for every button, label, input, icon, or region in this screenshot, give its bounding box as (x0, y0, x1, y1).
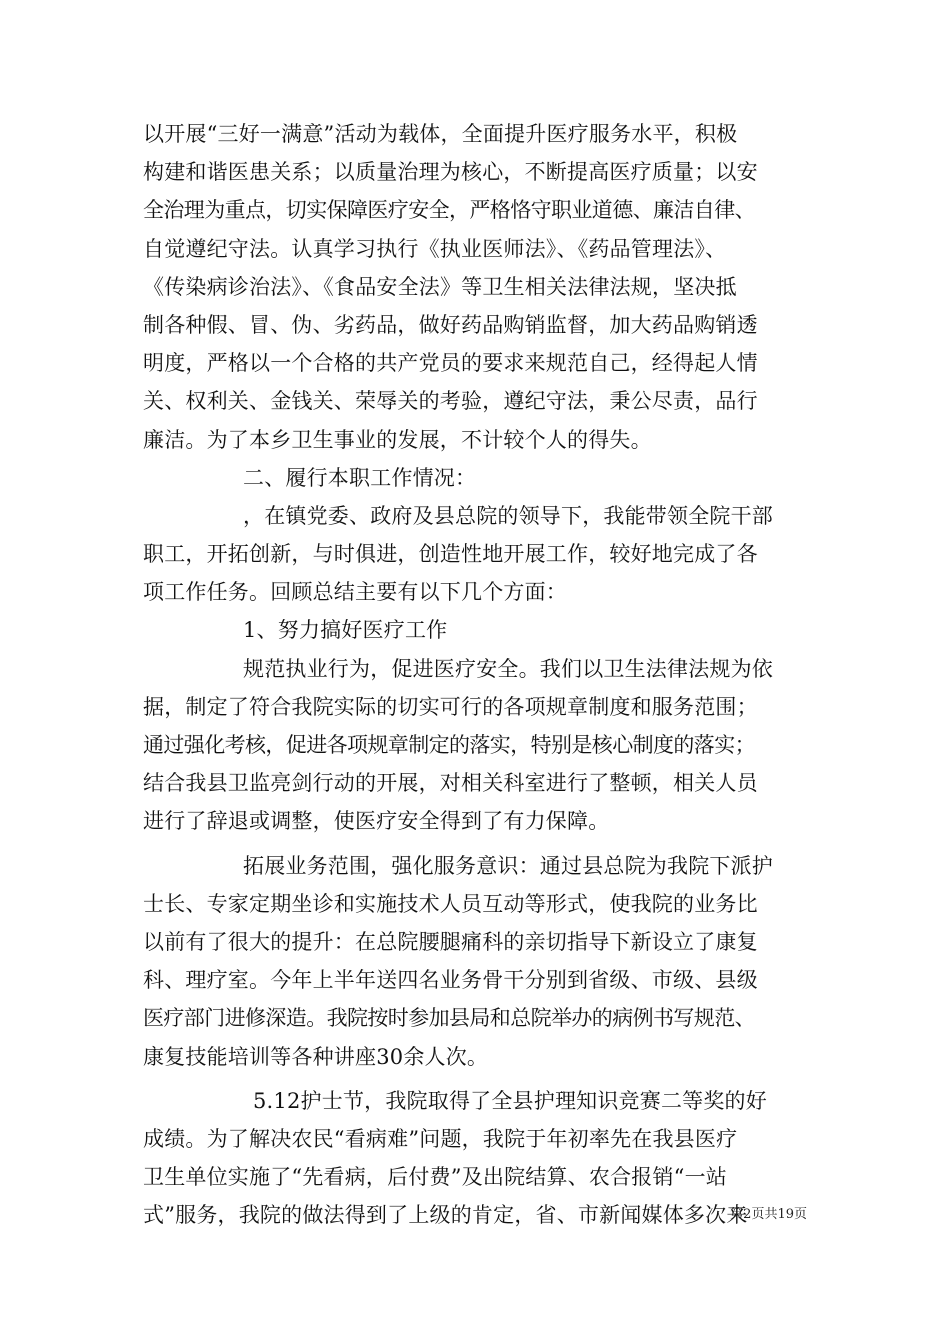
text-line: 科、理疗室。今年上半年送四名业务骨干分别到省级、市级、县级 (143, 968, 758, 993)
text-line: 进行了辞退或调整，使医疗安全得到了有力保障。 (143, 809, 610, 834)
text-line: 制各种假、冒、伪、劣药品，做好药品购销监督，加大药品购销透 (143, 312, 758, 337)
text-line: 拓展业务范围，强化服务意识：通过县总院为我院下派护 (243, 853, 773, 878)
text-line: 通过强化考核，促进各项规章制定的落实，特别是核心制度的落实； (143, 733, 755, 757)
text-line: 以开展“三好一满意”活动为载体，全面提升医疗服务水平，积极 (143, 122, 738, 146)
text-line: 职工，开拓创新，与时俱进，创造性地开展工作，较好地完成了各 (143, 542, 758, 567)
text-line: 廉洁。为了本乡卫生事业的发展，不计较个人的得失。 (143, 427, 652, 452)
text-line: 康复技能培训等各种讲座30余人次。 (143, 1044, 489, 1069)
text-line: 医疗部门进修深造。我院按时参加县局和总院举办的病例书写规范、 (143, 1006, 755, 1031)
text-line: 规范执业行为，促进医疗安全。我们以卫生法律法规为依 (243, 656, 773, 681)
text-line: 结合我县卫监亮剑行动的开展，对相关科室进行了整顿，相关人员 (143, 771, 758, 796)
text-line: 构建和谐医患关系；以质量治理为核心，不断提高医疗质量；以安 (143, 160, 758, 185)
text-line: 《传染病诊治法》、《食品安全法》等卫生相关法律法规，坚决抵 (143, 274, 737, 299)
text-line: 全治理为重点，切实保障医疗安全，严格恪守职业道德、廉洁自律、 (143, 198, 755, 223)
text-line: 关、权利关、金钱关、荣辱关的考验，遵纪守法，秉公尽责，品行 (143, 389, 758, 414)
text-line: 据，制定了符合我院实际的切实可行的各项规章制度和服务范围； (143, 694, 758, 719)
document-body (143, 115, 833, 1234)
page-number: 第2页共19页 (730, 1207, 807, 1222)
subsection-heading: 1、努力搞好医疗工作 (243, 618, 448, 643)
text-line: 自觉遵纪守法。认真学习执行《执业医师法》、《药品管理法》、 (143, 236, 727, 261)
text-line: 5.12护士节，我院取得了全县护理知识竞赛二等奖的好 (253, 1088, 767, 1113)
text-line: 项工作任务。回顾总结主要有以下几个方面： (143, 580, 567, 605)
text-line: 明度，严格以一个合格的共产党员的要求来规范自己，经得起人情 (143, 351, 758, 376)
text-line: 式”服务，我院的做法得到了上级的肯定，省、市新闻媒体多次来 (143, 1203, 748, 1228)
section-heading: 二、履行本职工作情况： (243, 465, 477, 490)
text-line: ，在镇党委、政府及县总院的领导下，我能带领全院干部 (243, 503, 773, 528)
text-line: 成绩。为了解决农民“看病难”问题，我院于年初率先在我县医疗 (143, 1126, 738, 1151)
text-line: 以前有了很大的提升：在总院腰腿痛科的亲切指导下新设立了康复 (143, 929, 758, 954)
text-line: 卫生单位实施了“先看病，后付费”及出院结算、农合报销“一站 (143, 1165, 728, 1190)
text-line: 士长、专家定期坐诊和实施技术人员互动等形式，使我院的业务比 (143, 891, 758, 916)
